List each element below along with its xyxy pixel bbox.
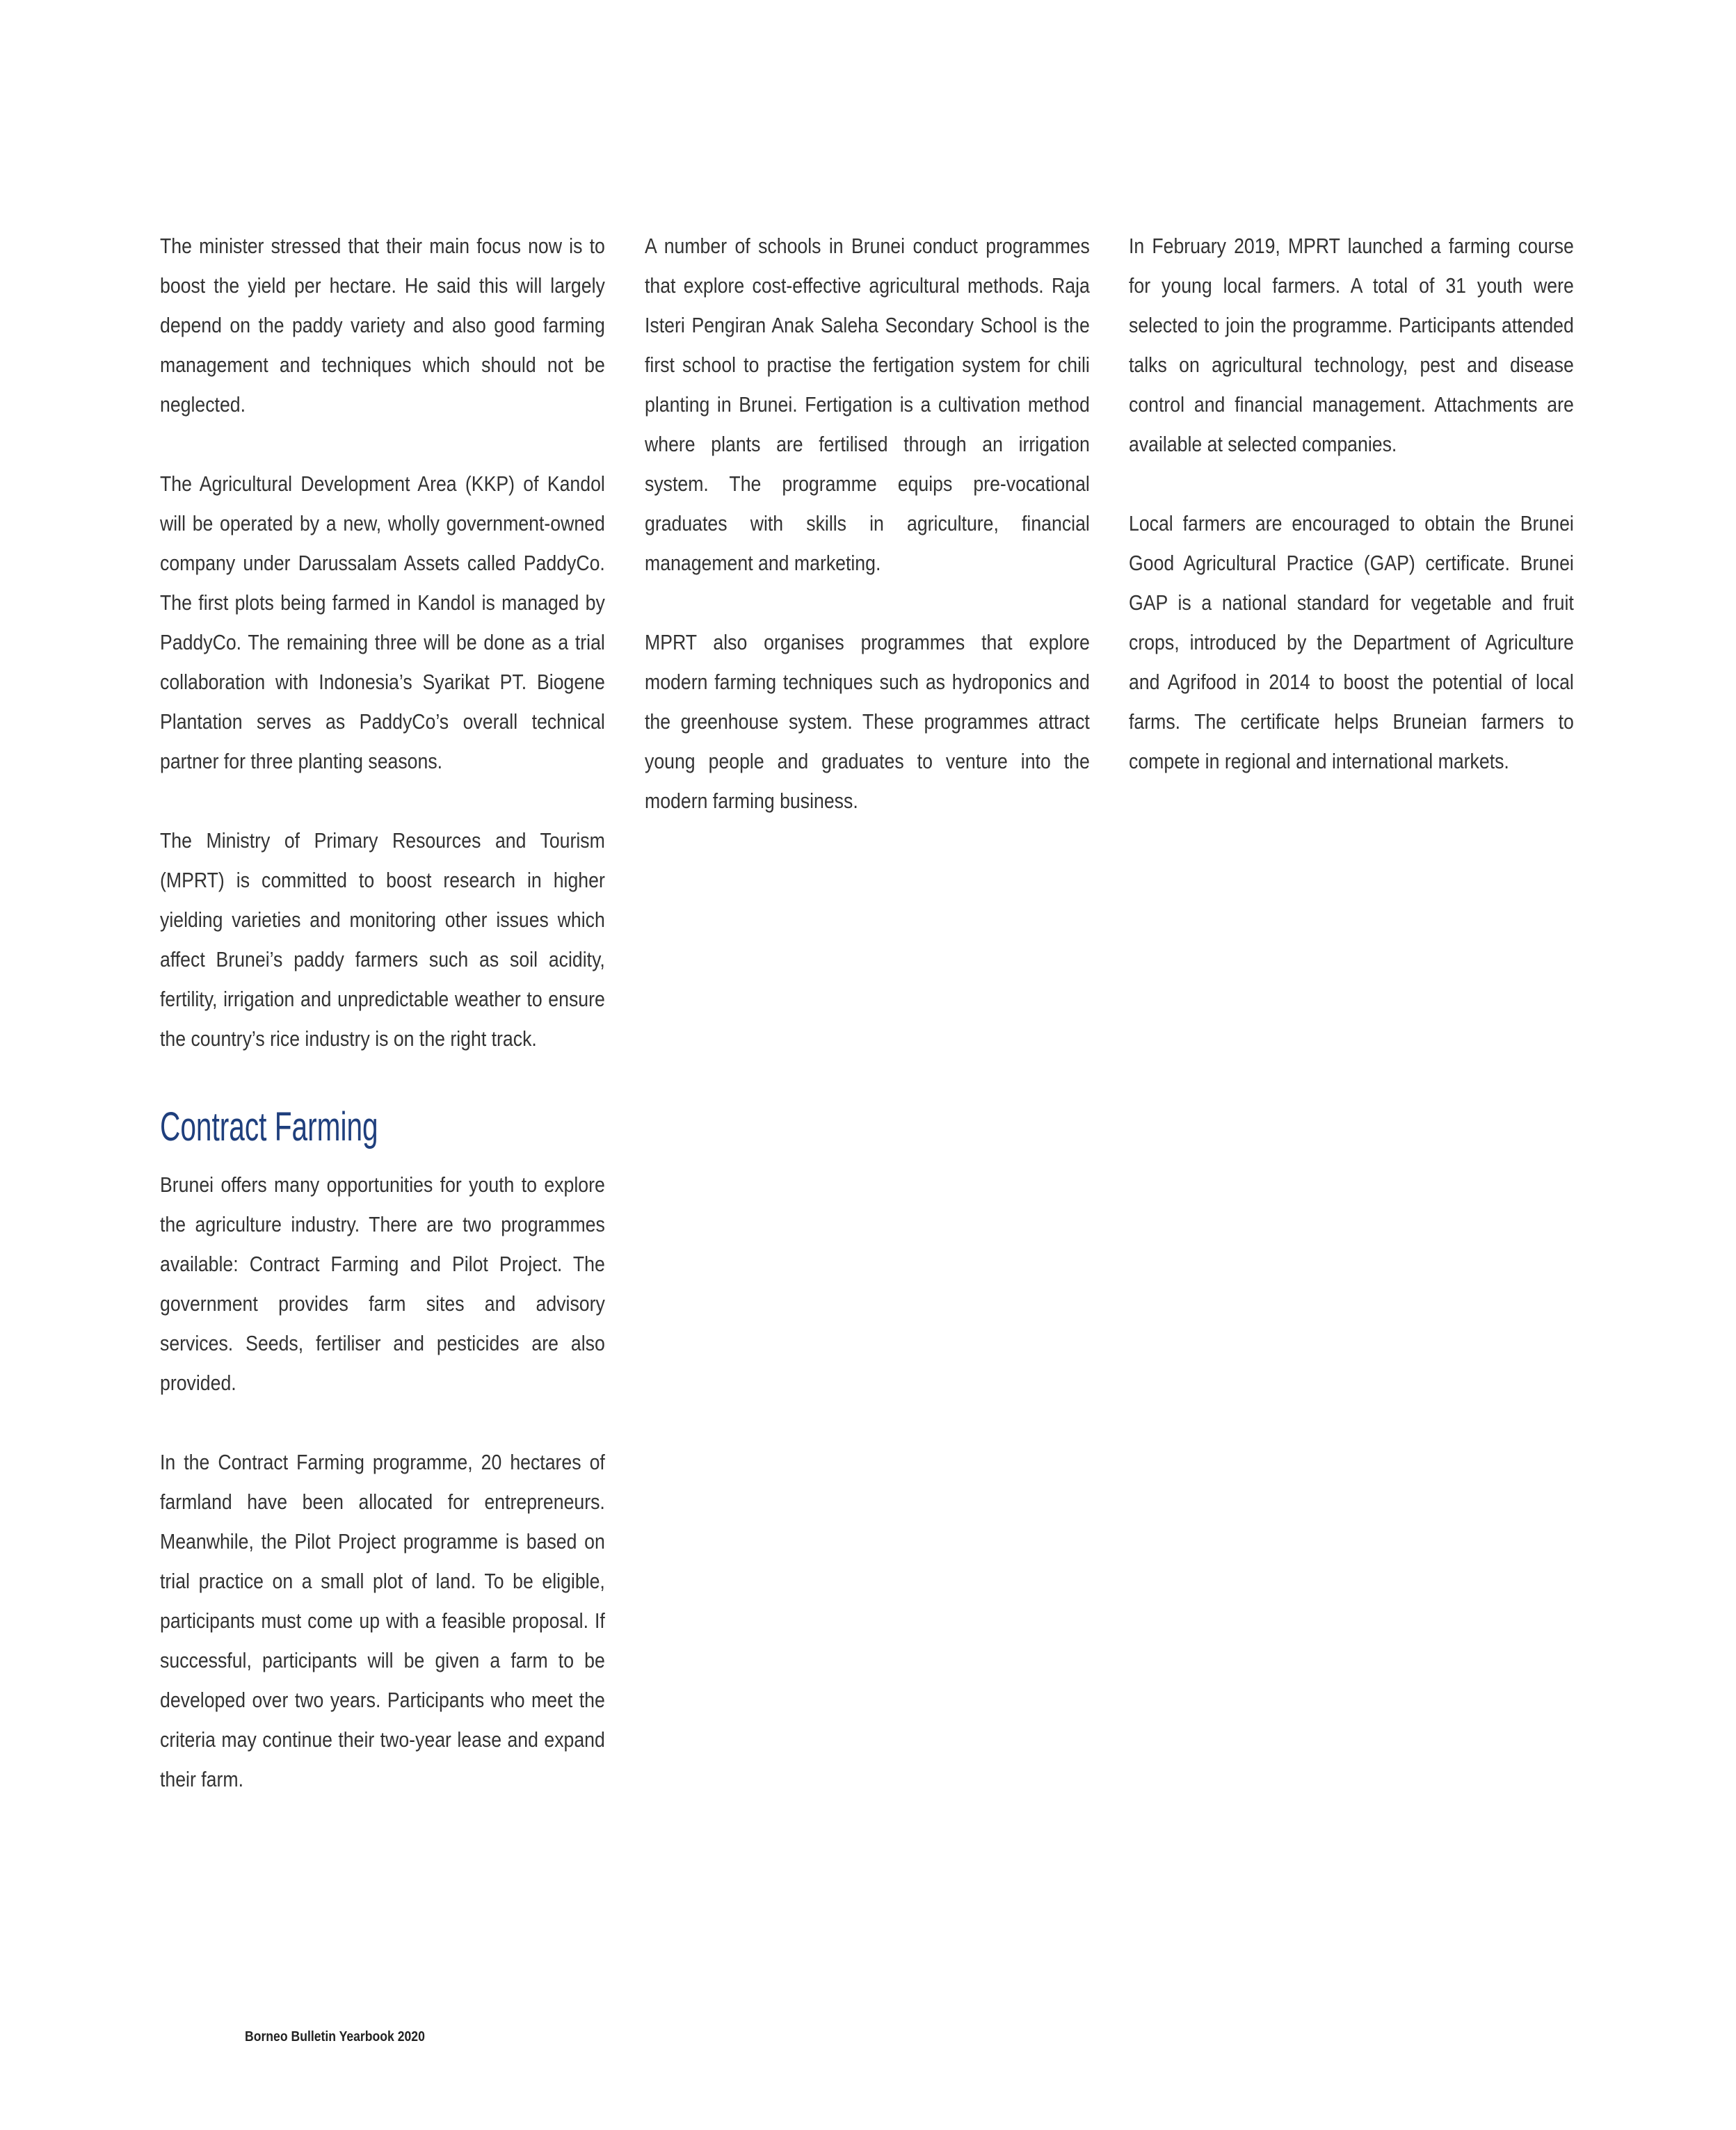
paragraph: A number of schools in Brunei conduct programmes that explore cost-effective agricultural methods. Raja Isteri Pengiran Anak Saleha Secondary School is the first school to practise the fertigation system for chili planting in Brunei. Fertigation is a cultivation method where plants are fertilised through an irrigation system. The programme equips pre-vocational graduates with skills in agriculture, financial management and marketing. bbox=[645, 234, 1090, 575]
paragraph: Local farmers are encouraged to obtain the Brunei Good Agricultural Practice (GAP) certificate. Brunei GAP is a national standard for vegetable and fruit crops, introduced by the Department of Agriculture and Agrifood in 2014 to boost the potential of local farms. The certificate helps Bruneian farmers to compete in regional and international markets. bbox=[1129, 511, 1574, 773]
paragraph: The minister stressed that their main focus now is to boost the yield per hectare. He said this will largely depend on the paddy variety and also good farming management and techniques which should not be neglected. bbox=[160, 234, 605, 417]
paragraph: In the Contract Farming programme, 20 hectares of farmland have been allocated for entrepreneurs. Meanwhile, the Pilot Project programme is based on trial practice on a small plot of land. To be eligible, participants must come up with a feasible proposal. If successful, participants will be given a farm to be developed over two years. Participants who meet the criteria may continue their two-year lease and expand their farm. bbox=[160, 1450, 605, 1791]
paragraph: The Ministry of Primary Resources and Tourism (MPRT) is committed to boost research in higher yielding varieties and monitoring other issues which affect Brunei’s paddy farmers such as soil acidity, fertility, irrigation and unpredictable weather to ensure the country’s rice industry is on the right track. bbox=[160, 828, 605, 1051]
paragraph: The Agricultural Development Area (KKP) of Kandol will be operated by a new, wholly government-owned company under Darussalam Assets called PaddyCo. The first plots being farmed in Kandol is managed by PaddyCo. The remaining three will be done as a trial collaboration with Indonesia’s Syarikat PT. Biogene Plantation serves as PaddyCo’s overall technical partner for three planting seasons. bbox=[160, 471, 605, 773]
page-footer: Borneo Bulletin Yearbook 2020 bbox=[245, 2029, 425, 2044]
paragraph: MPRT also organises programmes that explore modern farming techniques such as hydroponics and the greenhouse system. These programmes attract young people and graduates to venture into the modern farming business. bbox=[645, 630, 1090, 813]
paragraph: In February 2019, MPRT launched a farming course for young local farmers. A total of 31 youth were selected to join the programme. Participants attended talks on agricultural technology, pest and disease control and financial management. Attachments are available at selected companies. bbox=[1129, 234, 1574, 456]
text-column-right bbox=[1129, 226, 1574, 821]
paragraph: Brunei offers many opportunities for youth to explore the agriculture industry. There are two programmes available: Contract Farming and Pilot Project. The government provides farm sites and advisory services. Seeds, fertiliser and pesticides are also provided. bbox=[160, 1172, 605, 1395]
section-heading: Contract Farming bbox=[160, 1104, 378, 1149]
text-column-middle bbox=[645, 226, 1090, 860]
text-column-left bbox=[160, 226, 605, 1839]
